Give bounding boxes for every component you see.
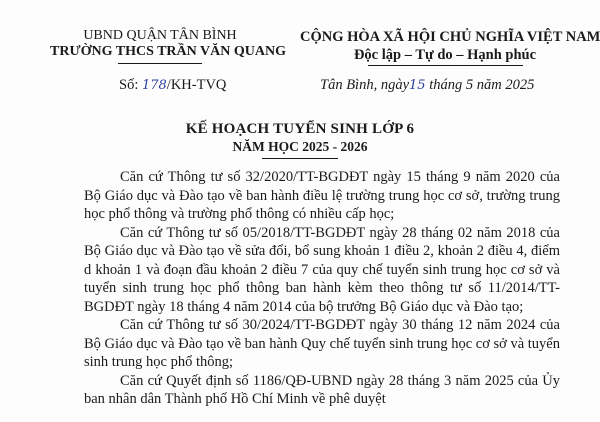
school-name: TRƯỜNG THCS TRẦN VĂN QUANG	[50, 44, 286, 59]
date-suffix: tháng 5 năm 2025	[429, 77, 535, 93]
document-subtitle: NĂM HỌC 2025 - 2026	[232, 139, 368, 154]
document-title: KẾ HOẠCH TUYỂN SINH LỚP 6	[185, 121, 415, 137]
document-date	[320, 77, 534, 94]
issuing-agency-block	[50, 28, 286, 60]
date-prefix: Tân Bình, ngày	[320, 77, 410, 93]
motto: Độc lập – Tự do – Hạnh phúc	[353, 47, 537, 63]
date-day-handwritten: 15	[409, 78, 426, 93]
country-name: CỘNG HÒA XÃ HỘI CHỦ NGHĨA VIỆT NAM	[300, 29, 600, 45]
document-number	[119, 77, 226, 94]
paragraph-legal-basis-1: Căn cứ Thông tư số 32/2020/TT-BGDĐT ngày 15 tháng 9 năm 2020 của Bộ Giáo dục và Đào tạo về ban hành điều lệ trường trung học cơ sở, trường trung học phổ thông và trường phổ thông có nhiều cấp học;	[84, 169, 560, 222]
national-motto-block	[300, 28, 600, 64]
body-text	[84, 168, 560, 409]
district-committee-name: UBND QUẬN TÂN BÌNH	[83, 28, 237, 43]
title-underline	[262, 158, 338, 159]
header-right-underline	[368, 65, 523, 66]
doc-number-prefix: Số:	[119, 77, 139, 93]
header-left-underline	[118, 63, 202, 64]
paragraph-legal-basis-2: Căn cứ Thông tư số 05/2018/TT-BGDĐT ngày 28 tháng 02 năm 2018 của Bộ Giáo dục và Đào tạo về sửa đổi, bổ sung khoản 1 điều 2, khoản 2 điều 4, điểm d khoản 1 và đoạn đầu khoản 2 điều 7 của quy chế tuyển sinh trung học cơ sở và tuyển sinh trung học phổ thông ban hành kèm theo thông tư số 11/2014/TT-BGDĐT ngày 18 tháng 4 năm 2014 của bộ trưởng Bộ Giáo dục và Đào tạo;	[84, 224, 560, 315]
doc-number-handwritten: 178	[141, 78, 167, 93]
paragraph-legal-basis-4: Căn cứ Quyết định số 1186/QĐ-UBND ngày 28 tháng 3 năm 2025 của Ủy ban nhân dân Thành phố Hồ Chí Minh về phê duyệt	[84, 372, 560, 407]
doc-number-suffix: /KH-TVQ	[166, 77, 227, 93]
paragraph-legal-basis-3: Căn cứ Thông tư số 30/2024/TT-BGDĐT ngày 30 tháng 12 năm 2024 của Bộ Giáo dục và Đào tạo về ban hành Quy chế tuyển sinh trung học cơ sở và tuyển sinh trung học phổ thông;	[84, 317, 560, 370]
